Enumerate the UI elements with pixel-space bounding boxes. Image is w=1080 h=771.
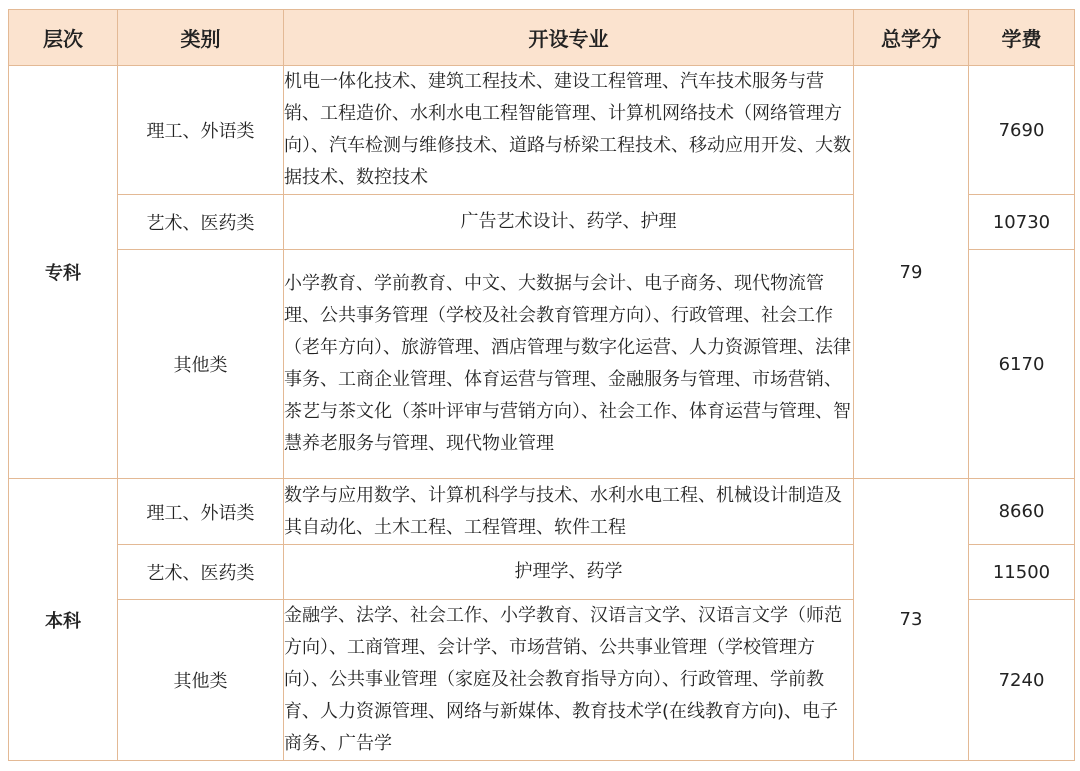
- table-header-row: [9, 10, 1075, 66]
- majors-cell: 金融学、法学、社会工作、小学教育、汉语言文学、汉语言文学（师范方向）、工商管理、会计学、市场营销、公共事业管理（学校管理方向）、公共事业管理（家庭及社会教育指导方向）、行政管理、学前教育、人力资源管理、网络与新媒体、教育技术学(在线教育方向)、电子商务、广告学: [284, 600, 854, 761]
- fee-cell: 11500: [969, 545, 1075, 600]
- header-fee: 学费: [969, 10, 1075, 66]
- table-row: [9, 479, 1075, 545]
- fee-cell: 8660: [969, 479, 1075, 545]
- majors-cell: 机电一体化技术、建筑工程技术、建设工程管理、汽车技术服务与营销、工程造价、水利水电工程智能管理、计算机网络技术（网络管理方向）、汽车检测与维修技术、道路与桥梁工程技术、移动应用开发、大数据技术、数控技术: [284, 66, 854, 195]
- majors-cell: 广告艺术设计、药学、护理: [284, 195, 854, 250]
- category-cell: 其他类: [118, 250, 284, 479]
- majors-cell: 小学教育、学前教育、中文、大数据与会计、电子商务、现代物流管理、公共事务管理（学校及社会教育管理方向）、行政管理、社会工作（老年方向）、旅游管理、酒店管理与数字化运营、人力资源管理、法律事务、工商企业管理、体育运营与管理、金融服务与管理、市场营销、茶艺与茶文化（茶叶评审与营销方向）、社会工作、体育运营与管理、智慧养老服务与管理、现代物业管理: [284, 250, 854, 479]
- majors-cell: 护理学、药学: [284, 545, 854, 600]
- header-category: 类别: [118, 10, 284, 66]
- category-cell: 理工、外语类: [118, 479, 284, 545]
- category-cell: 理工、外语类: [118, 66, 284, 195]
- credits-cell-zhuanke: 79: [854, 66, 969, 479]
- majors-cell: 数学与应用数学、计算机科学与技术、水利水电工程、机械设计制造及其自动化、土木工程、工程管理、软件工程: [284, 479, 854, 545]
- fee-cell: 7690: [969, 66, 1075, 195]
- level-cell-zhuanke: 专科: [9, 66, 118, 479]
- credits-cell-benke: 73: [854, 479, 969, 761]
- category-cell: 其他类: [118, 600, 284, 761]
- header-credits: 总学分: [854, 10, 969, 66]
- category-cell: 艺术、医药类: [118, 545, 284, 600]
- tuition-table: [8, 9, 1075, 761]
- fee-cell: 6170: [969, 250, 1075, 479]
- table-row: [9, 66, 1075, 195]
- header-majors: 开设专业: [284, 10, 854, 66]
- header-level: 层次: [9, 10, 118, 66]
- fee-cell: 10730: [969, 195, 1075, 250]
- level-cell-benke: 本科: [9, 479, 118, 761]
- category-cell: 艺术、医药类: [118, 195, 284, 250]
- fee-cell: 7240: [969, 600, 1075, 761]
